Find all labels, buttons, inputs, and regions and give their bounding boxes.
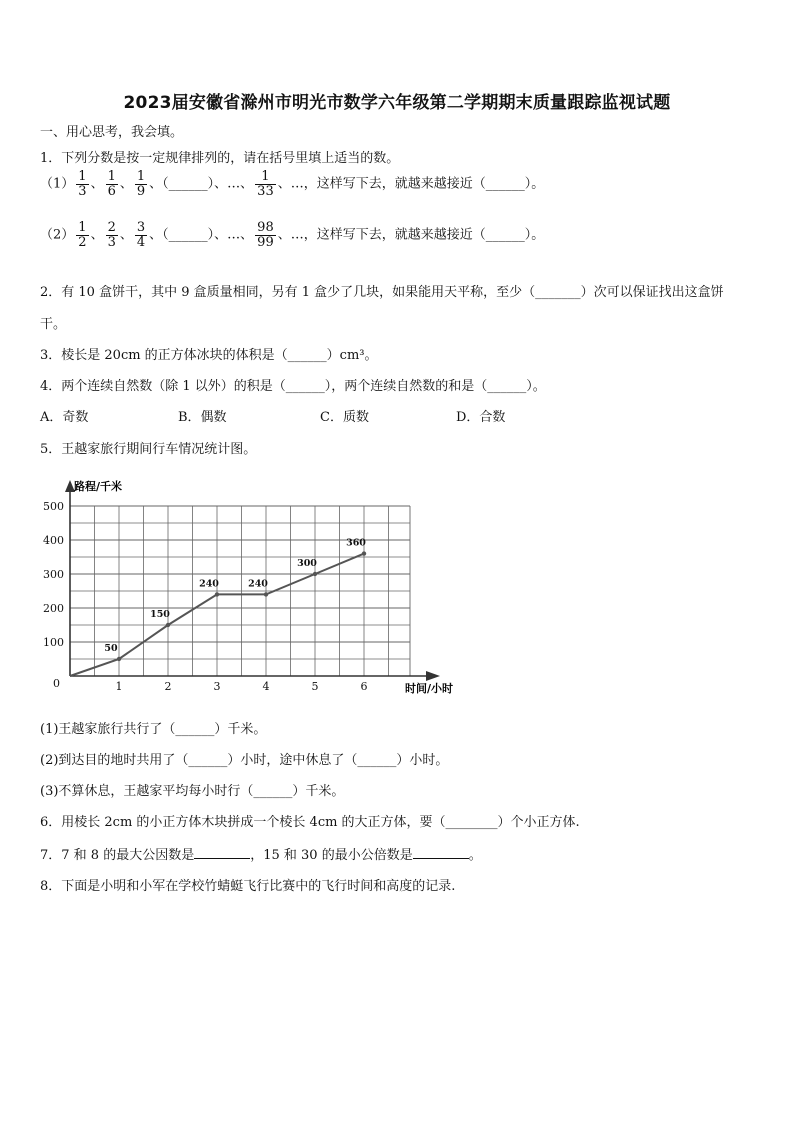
y-tick-label: 200 <box>43 602 64 615</box>
fraction: $\frac{1}{3}$ <box>78 169 87 199</box>
data-label: 150 <box>150 609 170 620</box>
x-tick-label: 6 <box>360 680 368 693</box>
data-label: 240 <box>248 578 268 590</box>
q1-p1-blank[interactable]: 、（______）、…、 <box>149 176 254 192</box>
y-tick-label: 100 <box>43 636 64 649</box>
section-heading: 一、用心思考，我会填。 <box>40 125 184 140</box>
x-tick-label: 5 <box>311 680 319 693</box>
q4-options <box>40 406 505 425</box>
x-axis-label: 时间/小时 <box>405 682 454 695</box>
q5-sub3[interactable]: (3)不算休息，王越家平均每小时行（______）千米。 <box>40 784 345 799</box>
x-tick-label: 4 <box>262 680 270 693</box>
data-point <box>313 572 317 576</box>
y-tick-label: 500 <box>43 500 64 513</box>
y-tick-labels <box>43 500 64 690</box>
q1-p2-label: （2） <box>40 227 75 243</box>
x-tick-label: 2 <box>164 680 172 693</box>
q1-part2: （2） $\frac{1}{2}$ 、 $\frac{2}{3}$ 、 $\frac{3}{4}$ 、（______）、…、 $\frac{98}{99}$ 、…，这样写下去，就越来越接近（______）。 <box>40 220 545 250</box>
fraction: $\frac{3}{4}$ <box>136 220 146 250</box>
q1-p2-tail[interactable]: 、…，这样写下去，就越来越接近（______）。 <box>277 227 545 243</box>
option-a[interactable]: A．奇数 <box>40 410 89 425</box>
option-c[interactable]: C．质数 <box>320 410 369 425</box>
q1-p2-blank[interactable]: 、（______）、…、 <box>149 227 254 243</box>
data-label: 360 <box>346 537 366 549</box>
data-point <box>264 592 268 596</box>
data-label: 300 <box>297 558 317 569</box>
x-axis-arrow <box>426 671 440 681</box>
data-label: 50 <box>104 643 118 654</box>
option-b[interactable]: B．偶数 <box>178 410 227 425</box>
q2-line1[interactable]: 2．有 10 盒饼干，其中 9 盒质量相同，另有 1 盒少了几块，如果能用天平称，至少（_______）次可以保证找出这盒饼 <box>40 285 724 300</box>
q7-part-b: ，15 和 30 的最小公倍数是 <box>250 848 413 863</box>
q7-part-a: 7．7 和 8 的最大公因数是 <box>40 848 195 863</box>
data-point <box>362 551 366 555</box>
y-axis-label: 路程/千米 <box>74 480 123 493</box>
x-tick-labels <box>116 680 368 693</box>
fraction: $\frac{1}{9}$ <box>136 169 146 199</box>
data-label: 240 <box>199 578 219 590</box>
q3[interactable]: 3．棱长是 20cm 的正方体冰块的体积是（______）cm³。 <box>40 348 378 363</box>
q5-stem: 5．王越家旅行期间行车情况统计图。 <box>40 442 257 457</box>
q6[interactable]: 6．用棱长 2cm 的小正方体木块拼成一个棱长 4cm 的大正方体，要（________）个小正方体. <box>40 815 580 830</box>
x-tick-label: 1 <box>115 680 123 693</box>
y-tick-label: 0 <box>53 677 60 690</box>
q7-part-c: 。 <box>468 848 482 863</box>
x-tick-label: 3 <box>213 680 221 693</box>
data-point <box>166 623 170 627</box>
data-point <box>117 657 121 661</box>
fraction: $\frac{1}{2}$ <box>78 220 87 250</box>
chart-grid <box>70 506 410 676</box>
q7 <box>40 844 482 863</box>
q5-sub1[interactable]: (1)王越家旅行共行了（______）千米。 <box>40 722 267 737</box>
page-title: 2023届安徽省滁州市明光市数学六年级第二学期期末质量跟踪监视试题 <box>123 93 671 113</box>
fraction: $\frac{98}{99}$ <box>257 220 274 250</box>
y-tick-label: 400 <box>43 534 64 547</box>
q4-stem[interactable]: 4．两个连续自然数（除 1 以外）的积是（______），两个连续自然数的和是（______）。 <box>40 379 546 394</box>
data-point <box>215 592 219 596</box>
q1-p1-label: （1） <box>40 176 75 192</box>
fraction: $\frac{1}{6}$ <box>107 169 116 199</box>
fraction: $\frac{2}{3}$ <box>107 220 116 250</box>
q1-p1-tail[interactable]: 、…，这样写下去，就越来越接近（______）。 <box>277 176 545 192</box>
q1-stem: 1．下列分数是按一定规律排列的，请在括号里填上适当的数。 <box>40 151 400 166</box>
option-d[interactable]: D．合数 <box>456 410 506 425</box>
y-tick-label: 300 <box>43 568 64 581</box>
q5-sub2[interactable]: (2)到达目的地时共用了（______）小时，途中休息了（______）小时。 <box>40 753 449 768</box>
q8: 8．下面是小明和小军在学校竹蜻蜓飞行比赛中的飞行时间和高度的记录. <box>40 879 456 894</box>
q2-line2: 干。 <box>40 317 67 332</box>
q1-part1: （1） $\frac{1}{3}$ 、 $\frac{1}{6}$ 、 $\frac{1}{9}$ 、（______）、…、 $\frac{1}{33}$ 、…，这样写下去，就越来越接近（______）。 <box>40 169 545 199</box>
line-chart <box>30 475 480 700</box>
q7-blank-gcf[interactable] <box>194 846 250 859</box>
q7-blank-lcm[interactable] <box>413 846 469 859</box>
fraction: $\frac{1}{33}$ <box>257 169 274 199</box>
